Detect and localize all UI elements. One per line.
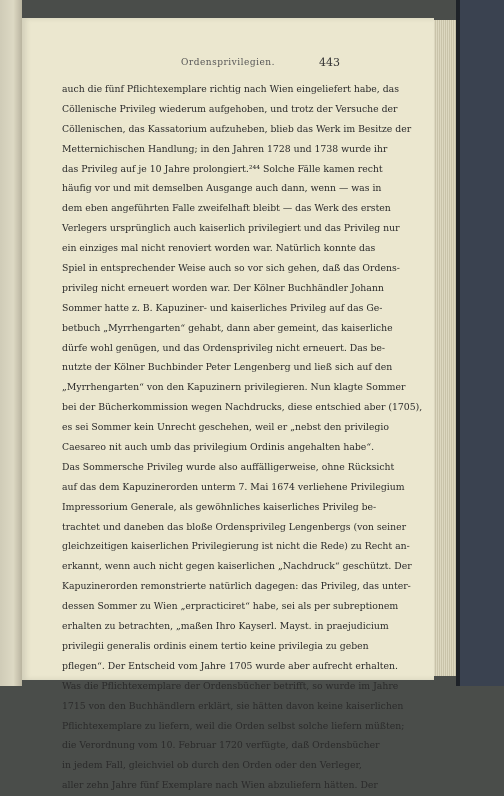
text-line: dessen Sommer zu Wien „erpracticiret“ habe, sei als per subreptionem [62, 601, 399, 613]
text-line: häufig vor und mit demselben Ausgange auch dann, wenn — was in [62, 183, 382, 195]
text-line: Cöllenischen, das Kassatorium aufzuheben, blieb das Werk im Besitze der [62, 123, 412, 135]
text-line: Caesareo nit auch umb das privilegium Ordinis angehalten habe“. [62, 442, 375, 454]
cover-spine-edge [456, 0, 460, 686]
text-line: erhalten zu betrachten, „maßen Ihro Kayserl. Mayst. in praejudicium [62, 621, 389, 633]
text-line: das Privileg auf je 10 Jahre prolongiert.²⁴⁴ Solche Fälle kamen recht [62, 163, 383, 175]
text-line: es sei Sommer kein Unrecht geschehen, weil er „nebst den privilegio [62, 422, 389, 434]
text-line: Verlegers ursprünglich auch kaiserlich privilegiert und das Privileg nur [62, 223, 400, 235]
text-line: Das Sommersche Privileg wurde also auffälligerweise, ohne Rücksicht [62, 461, 395, 473]
text-line: Pflichtexemplare zu liefern, weil die Orden selbst solche liefern müßten; [62, 720, 405, 732]
text-line: auch die fünf Pflichtexemplare richtig nach Wien eingeliefert habe, das [62, 84, 399, 95]
text-line: nutzte der Kölner Buchbinder Peter Lengenberg und ließ sich auf den [62, 362, 393, 374]
text-line: pflegen“. Der Entscheid vom Jahre 1705 wurde aber aufrecht erhalten. [62, 660, 398, 672]
page-edges [434, 20, 457, 676]
text-line: Impressorium Generale, als gewöhnliches kaiserliches Privileg be- [62, 501, 377, 513]
text-line: Kapuzinerorden remonstrierte natürlich dagegen: das Privileg, das unter- [62, 581, 411, 593]
text-line: aller zehn Jahre fünf Exemplare nach Wien abzuliefern hätten. Der [62, 780, 378, 792]
facing-page-edge [0, 0, 22, 686]
text-line: in jedem Fall, gleichviel ob durch den Orden oder den Verleger, [62, 760, 362, 772]
text-line: Was die Pflichtexemplare der Ordensbücher betrifft, so wurde im Jahre [62, 680, 399, 692]
text-line: 1715 von den Buchhändlern erklärt, sie hätten davon keine kaiserlichen [62, 700, 404, 712]
text-line: privilegii generalis ordinis einem tertio keine privilegia zu geben [62, 640, 369, 652]
book-cover [456, 0, 504, 686]
body-text [62, 80, 423, 796]
text-line: Cöllenische Privileg wiederum aufgehoben, und trotz der Versuche der [62, 103, 398, 115]
text-line: dem eben angeführten Falle zweifelhaft bleibt — das Werk des ersten [62, 203, 391, 215]
text-line: die Verordnung vom 10. Februar 1720 verfügte, daß Ordensbücher [62, 740, 380, 752]
text-line: erkannt, wenn auch nicht gegen kaiserlichen „Nachdruck“ geschützt. Der [62, 561, 412, 573]
text-line: ein einziges mal nicht renoviert worden war. Natürlich konnte das [62, 243, 376, 255]
text-line: betbuch „Myrrhengarten“ gehabt, dann aber gemeint, das kaiserliche [62, 322, 393, 334]
text-line: „Myrrhengarten“ von den Kapuzinern privilegieren. Nun klagte Sommer [62, 382, 406, 394]
page-header [22, 58, 434, 72]
page-number: 443 [319, 56, 340, 69]
running-head: Ordensprivilegien. [181, 58, 275, 68]
text-line: Metternichischen Handlung; in den Jahren 1728 und 1738 wurde ihr [62, 143, 388, 155]
text-line: bei der Bücherkommission wegen Nachdrucks, diese entschied aber (1705), [62, 402, 423, 414]
text-line: privileg nicht erneuert worden war. Der Kölner Buchhändler Johann [62, 282, 384, 294]
text-line: auf das dem Kapuzinerorden unterm 7. Mai 1674 verliehene Privilegium [62, 481, 405, 493]
text-line: Spiel in entsprechender Weise auch so vor sich gehen, daß das Ordens- [62, 263, 400, 275]
text-line: trachtet und daneben das bloße Ordensprivileg Lengenbergs (von seiner [62, 521, 407, 533]
text-line: Sommer hatte z. B. Kapuziner- und kaiserliches Privileg auf das Ge- [62, 302, 383, 314]
text-line: dürfe wohl genügen, und das Ordensprivileg nicht erneuert. Das be- [62, 342, 386, 354]
text-line: gleichzeitigen kaiserlichen Privilegierung ist nicht die Rede) zu Recht an- [62, 541, 410, 553]
